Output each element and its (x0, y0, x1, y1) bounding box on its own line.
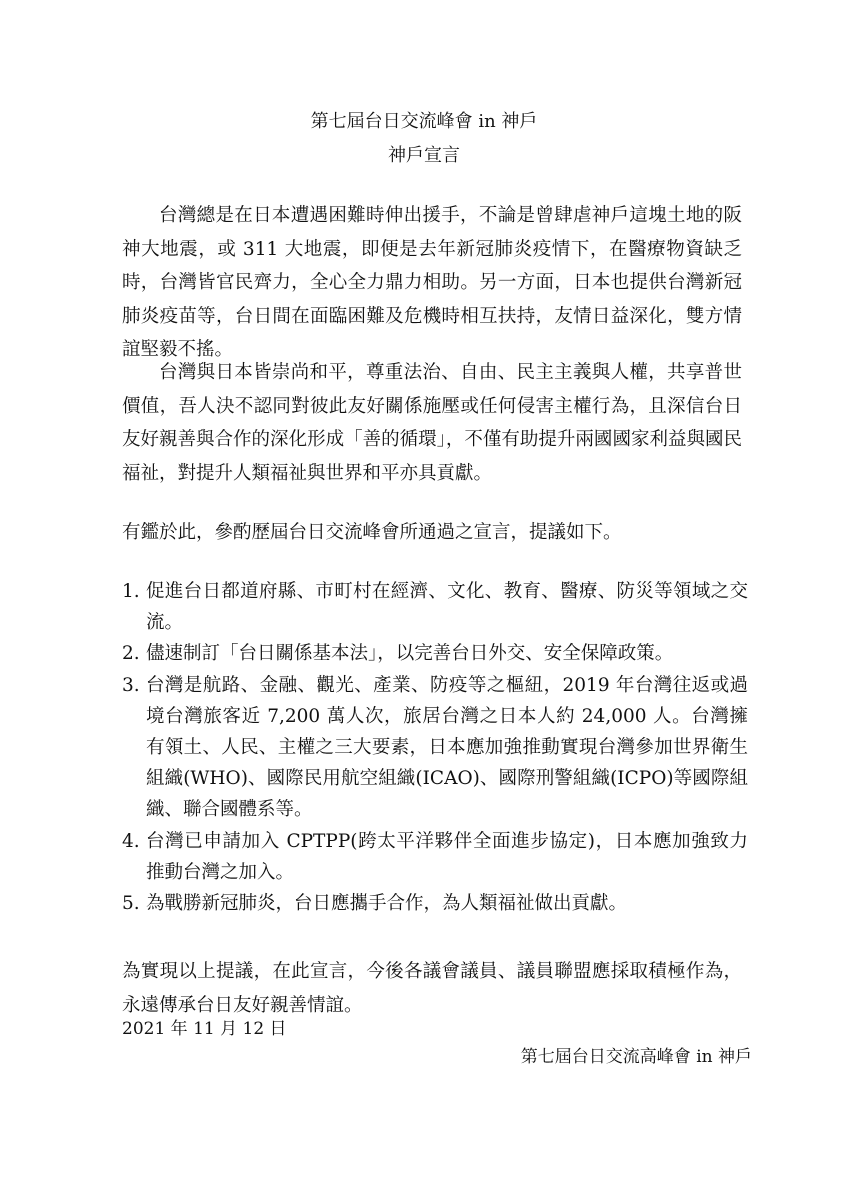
list-item-text: 儘速制訂「台日關係基本法」，以完善台日外交、安全保障政策。 (146, 643, 674, 665)
document-date: 2021 年 11 月 12 日 (122, 1019, 287, 1039)
paragraph-1: 台灣總是在日本遭遇困難時伸出援手，不論是曾肆虐神戶這塊土地的阪神大地震，或 311 大地震，即便是去年新冠肺炎疫情下，在醫療物資缺乏時，台灣皆官民齊力，全心全力鼎力相助。另一方面，日本也提供台灣新冠肺炎疫苗等，台日間在面臨困難及危機時相互扶持，友情日益深化，雙方情誼堅毅不搖。 (122, 205, 742, 360)
list-item (122, 888, 748, 919)
list-item-text: 台灣已申請加入 CPTPP(跨太平洋夥伴全面進步協定)，日本應加強致力推動台灣之加入。 (146, 830, 748, 883)
list-item-text: 為戰勝新冠肺炎，台日應攜手合作，為人類福祉做出貢獻。 (146, 893, 628, 915)
list-item (122, 670, 748, 826)
list-item-number: 1. (122, 581, 140, 602)
proposal-list (122, 576, 748, 919)
document-subtitle: 神戶宣言 (388, 145, 460, 166)
list-item (122, 576, 748, 638)
list-item (122, 638, 748, 669)
paragraph-2: 台灣與日本皆崇尚和平，尊重法治、自由、民主主義與人權，共享普世價值，吾人決不認同對彼此友好關係施壓或任何侵害主權行為，且深信台日友好親善與合作的深化形成「善的循環」，不僅有助提升兩國國家利益與國民福祉，對提升人類福祉與世界和平亦具貢獻。 (122, 362, 742, 484)
list-item (122, 826, 748, 888)
list-item-number: 5. (122, 893, 140, 915)
closing-paragraph: 為實現以上提議，在此宣言，今後各議會議員、議員聯盟應採取積極作為，永遠傳承台日友好親善情誼。 (122, 961, 742, 1016)
document-signature: 第七屆台日交流高峰會 in 神戶 (520, 1047, 752, 1067)
list-item-text: 台灣是航路、金融、觀光、產業、防疫等之樞紐，2019 年台灣往返或過境台灣旅客近 7,200 萬人次，旅居台灣之日本人約 24,000 人。台灣擁有領土、人民、主權之三大要素，日本應加強推動實現台灣參加世界衛生組織(WHO)、國際民用航空組織(ICAO)、國際刑警組織(ICPO)等國際組織、聯合國體系等。 (146, 674, 748, 821)
document-title: 第七屆台日交流峰會 in 神戶 (310, 111, 538, 132)
list-item-number: 2. (122, 643, 140, 665)
list-item-number: 4. (122, 830, 140, 852)
list-item-text: 促進台日都道府縣、市町村在經濟、文化、教育、醫療、防災等領域之交流。 (146, 581, 748, 634)
list-item-number: 3. (122, 674, 140, 696)
proposal-lead: 有鑑於此，參酌歷屆台日交流峰會所通過之宣言，提議如下。 (122, 522, 622, 543)
